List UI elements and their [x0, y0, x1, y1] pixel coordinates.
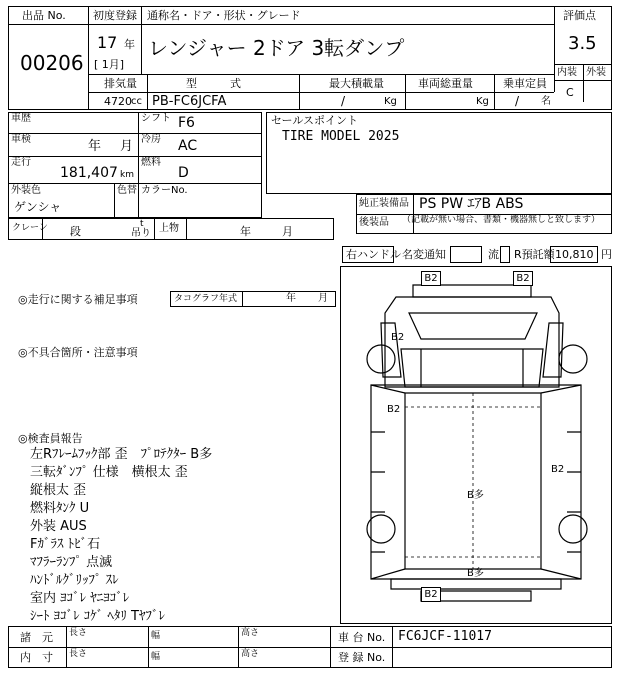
inspector-line: 室内 ﾖｺﾞﾚ ﾔﾆﾖｺﾞﾚ — [30, 591, 130, 606]
divider — [88, 74, 554, 75]
chassis-label: 車 台 No. — [338, 631, 386, 644]
divider — [186, 218, 187, 240]
max-load-unit: Kg — [384, 96, 397, 107]
inspection-month-unit: 月 — [120, 139, 134, 154]
reg-year-unit: 年 — [124, 38, 135, 51]
reg-no-label: 登 録 No. — [338, 651, 386, 664]
mileage-value: 181,407 — [60, 165, 118, 181]
divider — [88, 6, 89, 110]
divider — [148, 626, 149, 668]
upper-label: 上物 — [159, 223, 179, 234]
gross-weight-unit: Kg — [476, 96, 489, 107]
shift-label: シフト — [141, 113, 171, 124]
damage-mark: B2 — [421, 271, 441, 286]
inspector-line: Fｶﾞﾗｽ ﾄﾋﾞ石 — [30, 537, 101, 552]
divider — [114, 183, 115, 218]
height-label: 高さ — [241, 649, 260, 659]
max-load-label: 最大積載量 — [329, 77, 384, 90]
name-label: 通称名・ドア・形状・グレード — [147, 9, 301, 22]
divider — [8, 24, 88, 25]
inspector-line: 縦根太 歪 — [30, 483, 87, 498]
reg-month: [ 1月] — [94, 58, 125, 71]
driving-notes-title: ◎走行に関する補足事項 — [18, 293, 138, 306]
length-label: 長さ — [69, 649, 88, 659]
recycle-fee-unit: 円 — [601, 248, 612, 261]
score: 3.5 — [568, 33, 597, 54]
interior-label: 内装 — [557, 67, 577, 78]
inspector-line: 左Rﾌﾚｰﾑﾌｯｸ部 歪 ﾌﾟﾛﾃｸﾀｰ B多 — [30, 447, 213, 462]
shift-value: F6 — [178, 115, 195, 131]
damage-mark: B多 — [467, 490, 484, 501]
fuel-value: D — [178, 165, 189, 181]
damage-mark: B多 — [467, 568, 484, 579]
history-label: 車歴 — [11, 113, 31, 124]
chassis-number: FC6JCF-11017 — [398, 629, 492, 644]
model-label: 型 式 — [186, 77, 241, 90]
name-change-box — [450, 246, 482, 263]
divider — [238, 626, 239, 668]
damage-mark: B2 — [513, 271, 533, 286]
equipment-value: PS PW ｴｱB ABS — [419, 196, 524, 212]
sales-point-title: セールスポイント — [271, 114, 359, 127]
inspector-line: 三転ﾀﾞﾝﾌﾟ 仕様 横根太 歪 — [30, 465, 188, 480]
name-change-label: 名変通知 — [402, 248, 446, 261]
color-label: 外装色 — [11, 185, 41, 196]
aftermarket-label: 後装品 — [359, 217, 389, 228]
mileage-label: 走行 — [11, 157, 31, 168]
divider — [154, 218, 155, 240]
ac-value: AC — [178, 138, 198, 154]
divider — [138, 112, 139, 218]
vehicle-name: レンジャー 2ドア 3転ダンプ — [148, 36, 405, 60]
model-value: PB-FC6JCFA — [152, 94, 227, 109]
inspection-year-unit: 年 — [88, 139, 102, 154]
aftermarket-note: （記載が無い場合、書類・機器無しと致します） — [402, 215, 601, 225]
gross-weight-label: 車両総重量 — [418, 77, 473, 90]
fuel-label: 燃料 — [141, 157, 161, 168]
upper-year-unit: 年 — [240, 225, 251, 238]
crane-step-unit: 段 — [70, 225, 81, 238]
color-change-label: 色替 — [117, 185, 137, 196]
recycle-fee-value: 10,810 — [555, 248, 594, 261]
tachograph-label: タコグラフ年式 — [174, 294, 238, 304]
divider — [583, 64, 584, 102]
divider — [141, 6, 142, 74]
color-value: ゲンシャ — [14, 200, 62, 214]
inspector-line: ﾊﾝﾄﾞﾙｸﾞﾘｯﾌﾟ ｽﾚ — [30, 573, 119, 588]
lot-number: 00206 — [20, 51, 84, 75]
length-label: 長さ — [69, 628, 88, 638]
mileage-unit: km — [120, 170, 134, 180]
ryu-box — [500, 246, 510, 263]
displacement-unit: cc — [131, 96, 142, 107]
capacity-unit: 名 — [541, 96, 551, 107]
damage-mark: B2 — [391, 332, 405, 343]
divider — [242, 291, 243, 307]
damage-diagram — [340, 266, 612, 624]
color-no-label: カラーNo. — [141, 185, 188, 196]
divider — [299, 74, 300, 110]
divider — [8, 133, 262, 134]
exterior-label: 外装 — [586, 67, 606, 78]
tachograph-month-unit: 月 — [318, 293, 328, 304]
divider — [330, 626, 331, 668]
divider — [494, 74, 495, 110]
score-label: 評価点 — [563, 9, 596, 22]
inspector-report-title: ◎検査員報告 — [18, 432, 83, 445]
damage-mark: B2 — [551, 464, 565, 475]
divider — [88, 24, 554, 25]
divider — [413, 194, 414, 234]
displacement-value: 4720 — [104, 95, 132, 108]
equipment-label: 純正装備品 — [359, 198, 409, 209]
inspection-label: 車検 — [11, 134, 31, 145]
ryu-label: 流 — [488, 248, 499, 261]
ac-label: 冷房 — [141, 134, 161, 145]
divider — [8, 647, 612, 648]
capacity-label: 乗車定員 — [503, 77, 547, 90]
divider — [147, 74, 148, 110]
inspector-line: ﾏﾌﾗｰﾗﾝﾌﾟ 点滅 — [30, 555, 113, 570]
defect-notes-title: ◎不具合箇所・注意事項 — [18, 346, 138, 359]
displacement-label: 排気量 — [104, 77, 137, 90]
upper-month-unit: 月 — [282, 225, 293, 238]
interior-grade: C — [566, 86, 574, 99]
crane-ton-unit: t — [140, 219, 144, 229]
width-label: 幅 — [151, 631, 161, 641]
recycle-fee-label: R預託額 — [514, 248, 555, 261]
divider — [88, 92, 554, 93]
crane-hang-unit: 吊り — [131, 228, 151, 239]
inspector-line: 燃料ﾀﾝｸ U — [30, 501, 90, 516]
divider — [554, 80, 612, 81]
divider — [405, 74, 406, 110]
dims-label: 諸 元 — [20, 631, 53, 644]
width-label: 幅 — [151, 652, 161, 662]
capacity-value: / — [515, 94, 520, 108]
rhd-label: 右ハンドル — [346, 248, 401, 261]
tachograph-year-unit: 年 — [286, 293, 296, 304]
crane-label: クレーン — [12, 223, 48, 233]
inspector-line: 外装 AUS — [30, 519, 87, 534]
divider — [8, 156, 262, 157]
divider — [8, 183, 262, 184]
max-load-value: / — [341, 94, 346, 108]
divider — [392, 626, 393, 668]
inspector-line: ｼｰﾄ ﾖｺﾞﾚ ｺｹﾞ ﾍﾀﾘ Tﾔﾌﾞﾚ — [30, 609, 165, 624]
height-label: 高さ — [241, 628, 260, 638]
inner-size-label: 内 寸 — [20, 651, 53, 664]
damage-mark: B2 — [421, 587, 441, 602]
damage-mark: B2 — [387, 404, 401, 415]
reg-year: 17 — [97, 33, 118, 52]
divider — [66, 626, 67, 668]
sales-point-text: TIRE MODEL 2025 — [282, 129, 400, 144]
reg-label: 初度登録 — [93, 9, 137, 22]
lot-label: 出品 No. — [22, 9, 66, 22]
